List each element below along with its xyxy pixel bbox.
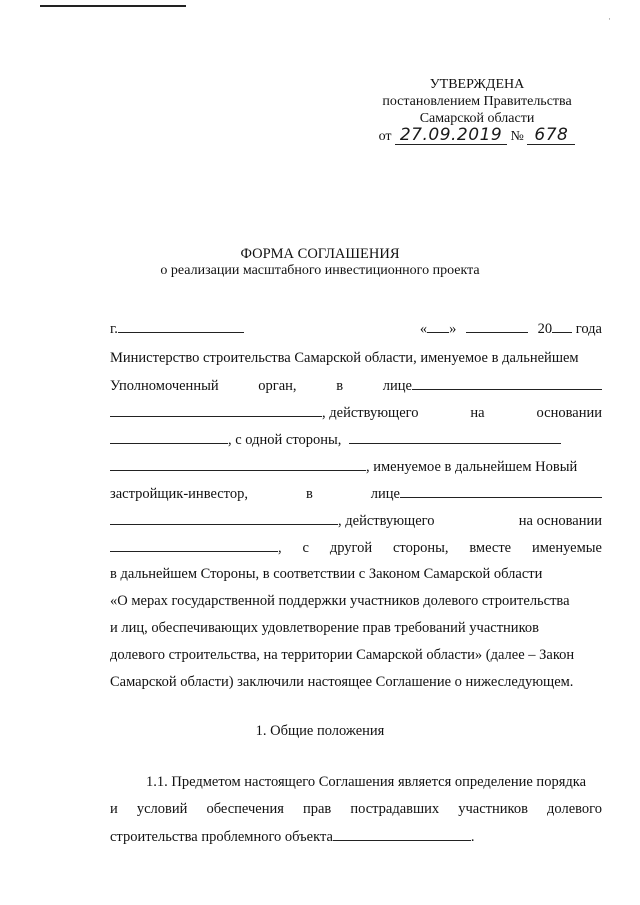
body-text: «О мерах государственной поддержки участников долевого строительства — [110, 593, 570, 609]
year-blank — [552, 320, 572, 333]
word: в — [336, 378, 344, 394]
word: в — [305, 486, 313, 502]
handwritten-number: 678 — [527, 127, 575, 145]
object-blank — [333, 828, 471, 841]
word: стороны, — [392, 540, 449, 556]
investor-blank — [110, 458, 366, 471]
city-blank — [118, 320, 244, 333]
place-date-line — [110, 320, 602, 338]
approval-date-number — [352, 127, 602, 145]
word: орган, — [258, 378, 297, 394]
from-label: от — [378, 129, 392, 144]
body-line-10 — [110, 593, 602, 610]
basis-blank-2 — [110, 539, 278, 552]
day-blank — [427, 320, 449, 333]
body-line-9 — [110, 566, 602, 583]
word: с — [302, 540, 309, 556]
body-line-8 — [110, 539, 602, 557]
word: прав — [302, 801, 332, 817]
word: , — [278, 540, 282, 556]
word: , именуемое в дальнейшем Новый — [366, 459, 578, 475]
section-line-2 — [110, 801, 602, 818]
number-label: № — [510, 129, 524, 144]
word: лице — [370, 486, 400, 502]
word: пострадавших — [350, 801, 440, 817]
word: условий — [136, 801, 188, 817]
form-title: ФОРМА СОГЛАШЕНИЯ — [240, 246, 400, 262]
section-line-1 — [146, 774, 602, 791]
word: основании — [536, 405, 602, 421]
representative-blank — [412, 377, 602, 390]
word: и — [110, 801, 118, 817]
body-text: Самарской области) заключили настоящее Соглашение о нижеследующем. — [110, 674, 574, 690]
body-line-4 — [110, 431, 602, 449]
word: застройщик-инвестор, — [110, 486, 248, 502]
city-prefix: г. — [110, 321, 118, 337]
body-line-2 — [110, 377, 602, 395]
section-line-3 — [110, 828, 602, 846]
body-line-11 — [110, 620, 602, 637]
scan-mark: · — [608, 14, 611, 24]
year-suffix: года — [575, 321, 602, 337]
approval-line2: постановлением Правительства — [382, 94, 572, 109]
body-text: 1.1. Предметом настоящего Соглашения является определение порядка — [146, 774, 586, 790]
quote-open: « — [419, 321, 428, 337]
body-line-3 — [110, 404, 602, 422]
party-blank — [349, 431, 561, 444]
top-rule — [40, 5, 186, 7]
date-field — [420, 320, 602, 338]
word: другой — [329, 540, 373, 556]
handwritten-date: 27.09.2019 — [395, 127, 507, 145]
word: , действующего — [338, 513, 435, 529]
body-line-5 — [110, 458, 602, 476]
word: именуемые — [531, 540, 602, 556]
month-blank — [466, 320, 528, 333]
body-text: Министерство строительства Самарской области, именуемое в дальнейшем — [110, 350, 579, 366]
body-text: в дальнейшем Стороны, в соответствии с Законом Самарской области — [110, 566, 543, 582]
basis-blank — [110, 431, 228, 444]
body-line-13 — [110, 674, 602, 691]
word: вместе — [469, 540, 512, 556]
approval-heading: УТВЕРЖДЕНА — [429, 77, 525, 92]
word: обеспечения — [206, 801, 284, 817]
body-line-6 — [110, 485, 602, 503]
name-blank-2 — [110, 512, 338, 525]
approval-line3: Самарской области — [419, 111, 535, 126]
word: участников — [458, 801, 528, 817]
form-subtitle: о реализации масштабного инвестиционного проекта — [160, 263, 480, 278]
body-line-12 — [110, 647, 602, 664]
word: на основании — [518, 513, 602, 529]
section-heading: 1. Общие положения — [255, 723, 385, 739]
body-line-1 — [110, 350, 602, 367]
body-line-7 — [110, 512, 602, 530]
body-text: и лиц, обеспечивающих удовлетворение прав требований участников — [110, 620, 539, 636]
word: долевого — [547, 801, 602, 817]
body-text: долевого строительства, на территории Самарской области» (далее – Закон — [110, 647, 575, 663]
approval-block — [352, 76, 602, 145]
word: , с одной стороны, — [228, 432, 342, 448]
word: . — [470, 829, 475, 845]
word: на — [470, 405, 485, 421]
word: лице — [382, 378, 412, 394]
word: строительства проблемного объекта — [110, 829, 333, 845]
name-blank — [110, 404, 322, 417]
representative-blank-2 — [400, 485, 602, 498]
quote-close: » — [449, 321, 457, 337]
year-prefix: 20 — [537, 321, 553, 337]
word: , действующего — [322, 405, 419, 421]
word: Уполномоченный — [110, 378, 219, 394]
city-field — [110, 320, 244, 338]
